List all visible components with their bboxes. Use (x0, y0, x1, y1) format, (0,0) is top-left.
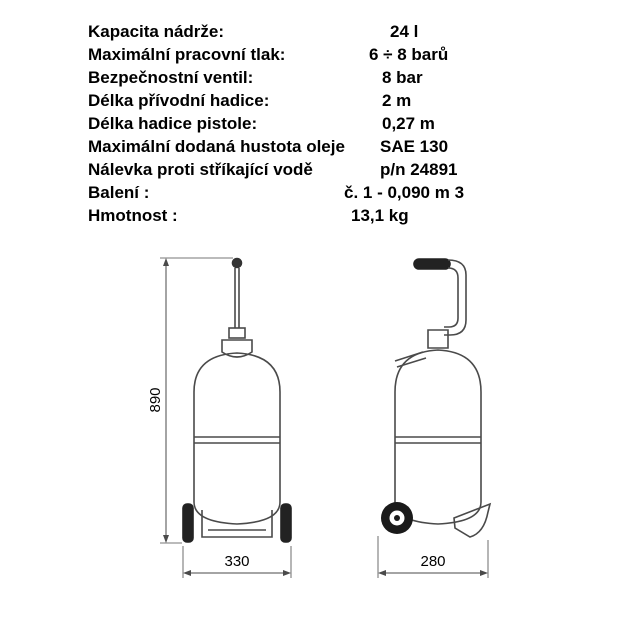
side-pump-top (428, 330, 448, 348)
side-handle-grip (414, 259, 450, 269)
front-tank-body (194, 353, 280, 524)
spec-label: Maximální dodaná hustota oleje (88, 137, 345, 156)
spec-value: 13,1 kg (351, 206, 409, 225)
side-wheel (381, 502, 413, 534)
side-width-label: 280 (420, 553, 446, 570)
spec-value: 6 ÷ 8 barů (369, 45, 449, 64)
spec-value: SAE 130 (380, 137, 449, 156)
spec-label: Bezpečnostní ventil: (88, 68, 254, 87)
front-rod (235, 268, 239, 328)
height-dimension (160, 258, 233, 543)
front-fitting (229, 328, 245, 338)
front-wheel-right (281, 504, 291, 542)
spec-label: Nálevka proti stříkající vodě (88, 160, 313, 179)
height-dimension-label: 890 (147, 387, 164, 413)
side-spout (395, 352, 426, 367)
front-view (183, 259, 291, 543)
spec-label: Délka přívodní hadice: (88, 91, 270, 110)
front-knob (233, 259, 242, 268)
spec-value: 8 bar (382, 68, 423, 87)
spec-value: č. 1 - 0,090 m 3 (344, 183, 465, 202)
spec-label: Balení : (88, 183, 150, 202)
spec-value: 0,27 m (382, 114, 435, 133)
spec-value: 2 m (382, 91, 412, 110)
spec-label: Délka hadice pistole: (88, 114, 258, 133)
front-width-label: 330 (224, 553, 250, 570)
spec-value: p/n 24891 (380, 160, 458, 179)
front-wheel-left (183, 504, 193, 542)
spec-label: Kapacita nádrže: (88, 22, 225, 41)
spec-label: Hmotnost : (88, 206, 178, 225)
spec-label: Maximální pracovní tlak: (88, 45, 286, 64)
side-handle (444, 260, 466, 335)
spec-value: 24 l (390, 22, 419, 41)
side-view (395, 259, 490, 537)
